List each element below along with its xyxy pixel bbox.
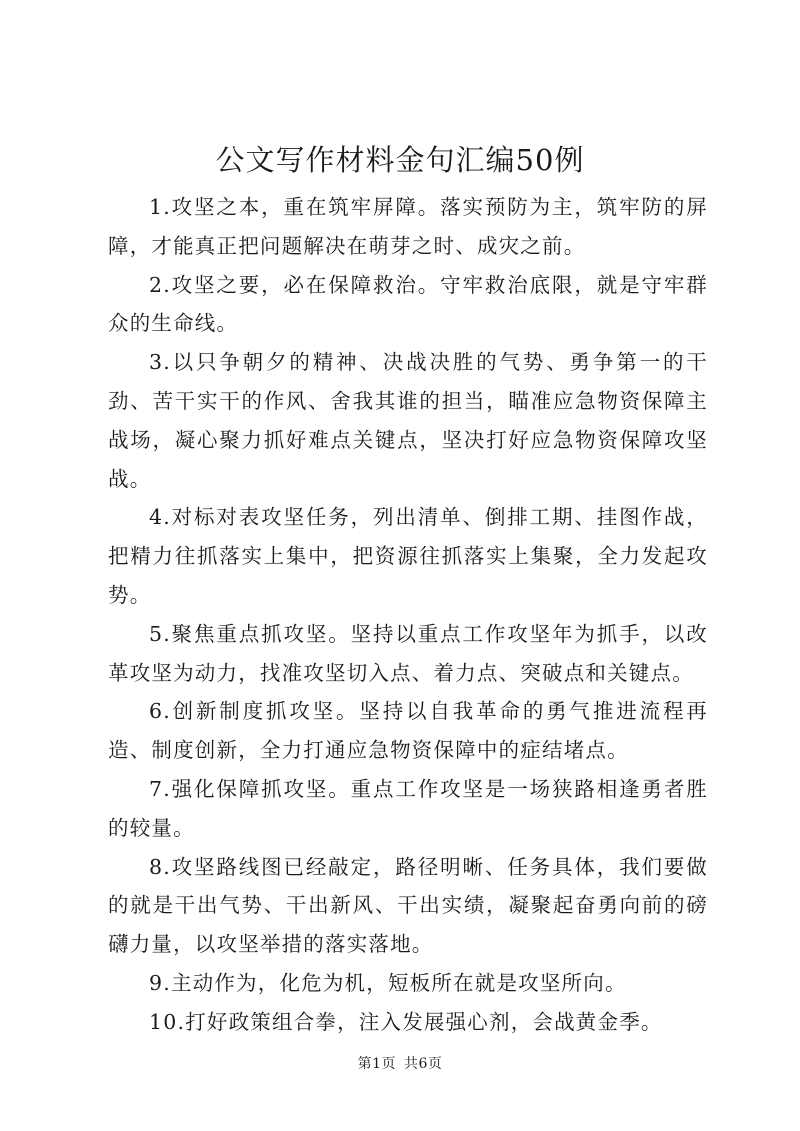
paragraph-5: 5.聚焦重点抓攻坚。坚持以重点工作攻坚年为抓手，以改革攻坚为动力，找准攻坚切入点、着力点、突破点和关键点。 xyxy=(108,621,708,685)
paragraph-7: 7.强化保障抓攻坚。重点工作攻坚是一场狭路相逢勇者胜的较量。 xyxy=(108,776,708,840)
paragraph-1: 1.攻坚之本，重在筑牢屏障。落实预防为主，筑牢防的屏障，才能真正把问题解决在萌芽之时、成灾之前。 xyxy=(108,195,708,258)
paragraph-6: 6.创新制度抓攻坚。坚持以自我革命的勇气推进流程再造、制度创新，全力打通应急物资保障中的症结堵点。 xyxy=(108,699,708,763)
paragraph-10: 10.打好政策组合拳，注入发展强心剂，会战黄金季。 xyxy=(149,1009,663,1034)
page-number: 第1页 xyxy=(357,1056,396,1072)
page-footer xyxy=(0,1054,800,1074)
paragraph-2: 2.攻坚之要，必在保障救治。守牢救治底限，就是守牢群众的生命线。 xyxy=(108,272,708,336)
paragraph-4: 4.对标对表攻坚任务，列出清单、倒排工期、挂图作战，把精力往抓落实上集中，把资源往抓落实上集聚，全力发起攻势。 xyxy=(108,505,708,607)
document-title: 公文写作材料金句汇编50例 xyxy=(215,143,585,177)
page-total: 共6页 xyxy=(404,1056,443,1072)
paragraph-3: 3.以只争朝夕的精神、决战决胜的气势、勇争第一的干劲、苦干实干的作风、舍我其谁的担当，瞄准应急物资保障主战场，凝心聚力抓好难点关键点，坚决打好应急物资保障攻坚战。 xyxy=(108,350,708,491)
document-body xyxy=(108,188,708,1042)
paragraph-9: 9.主动作为，化危为机，短板所在就是攻坚所向。 xyxy=(149,970,627,995)
paragraph-8: 8.攻坚路线图已经敲定，路径明晰、任务具体，我们要做的就是干出气势、干出新风、干出实绩，凝聚起奋勇向前的磅礴力量，以攻坚举措的落实落地。 xyxy=(108,854,708,957)
